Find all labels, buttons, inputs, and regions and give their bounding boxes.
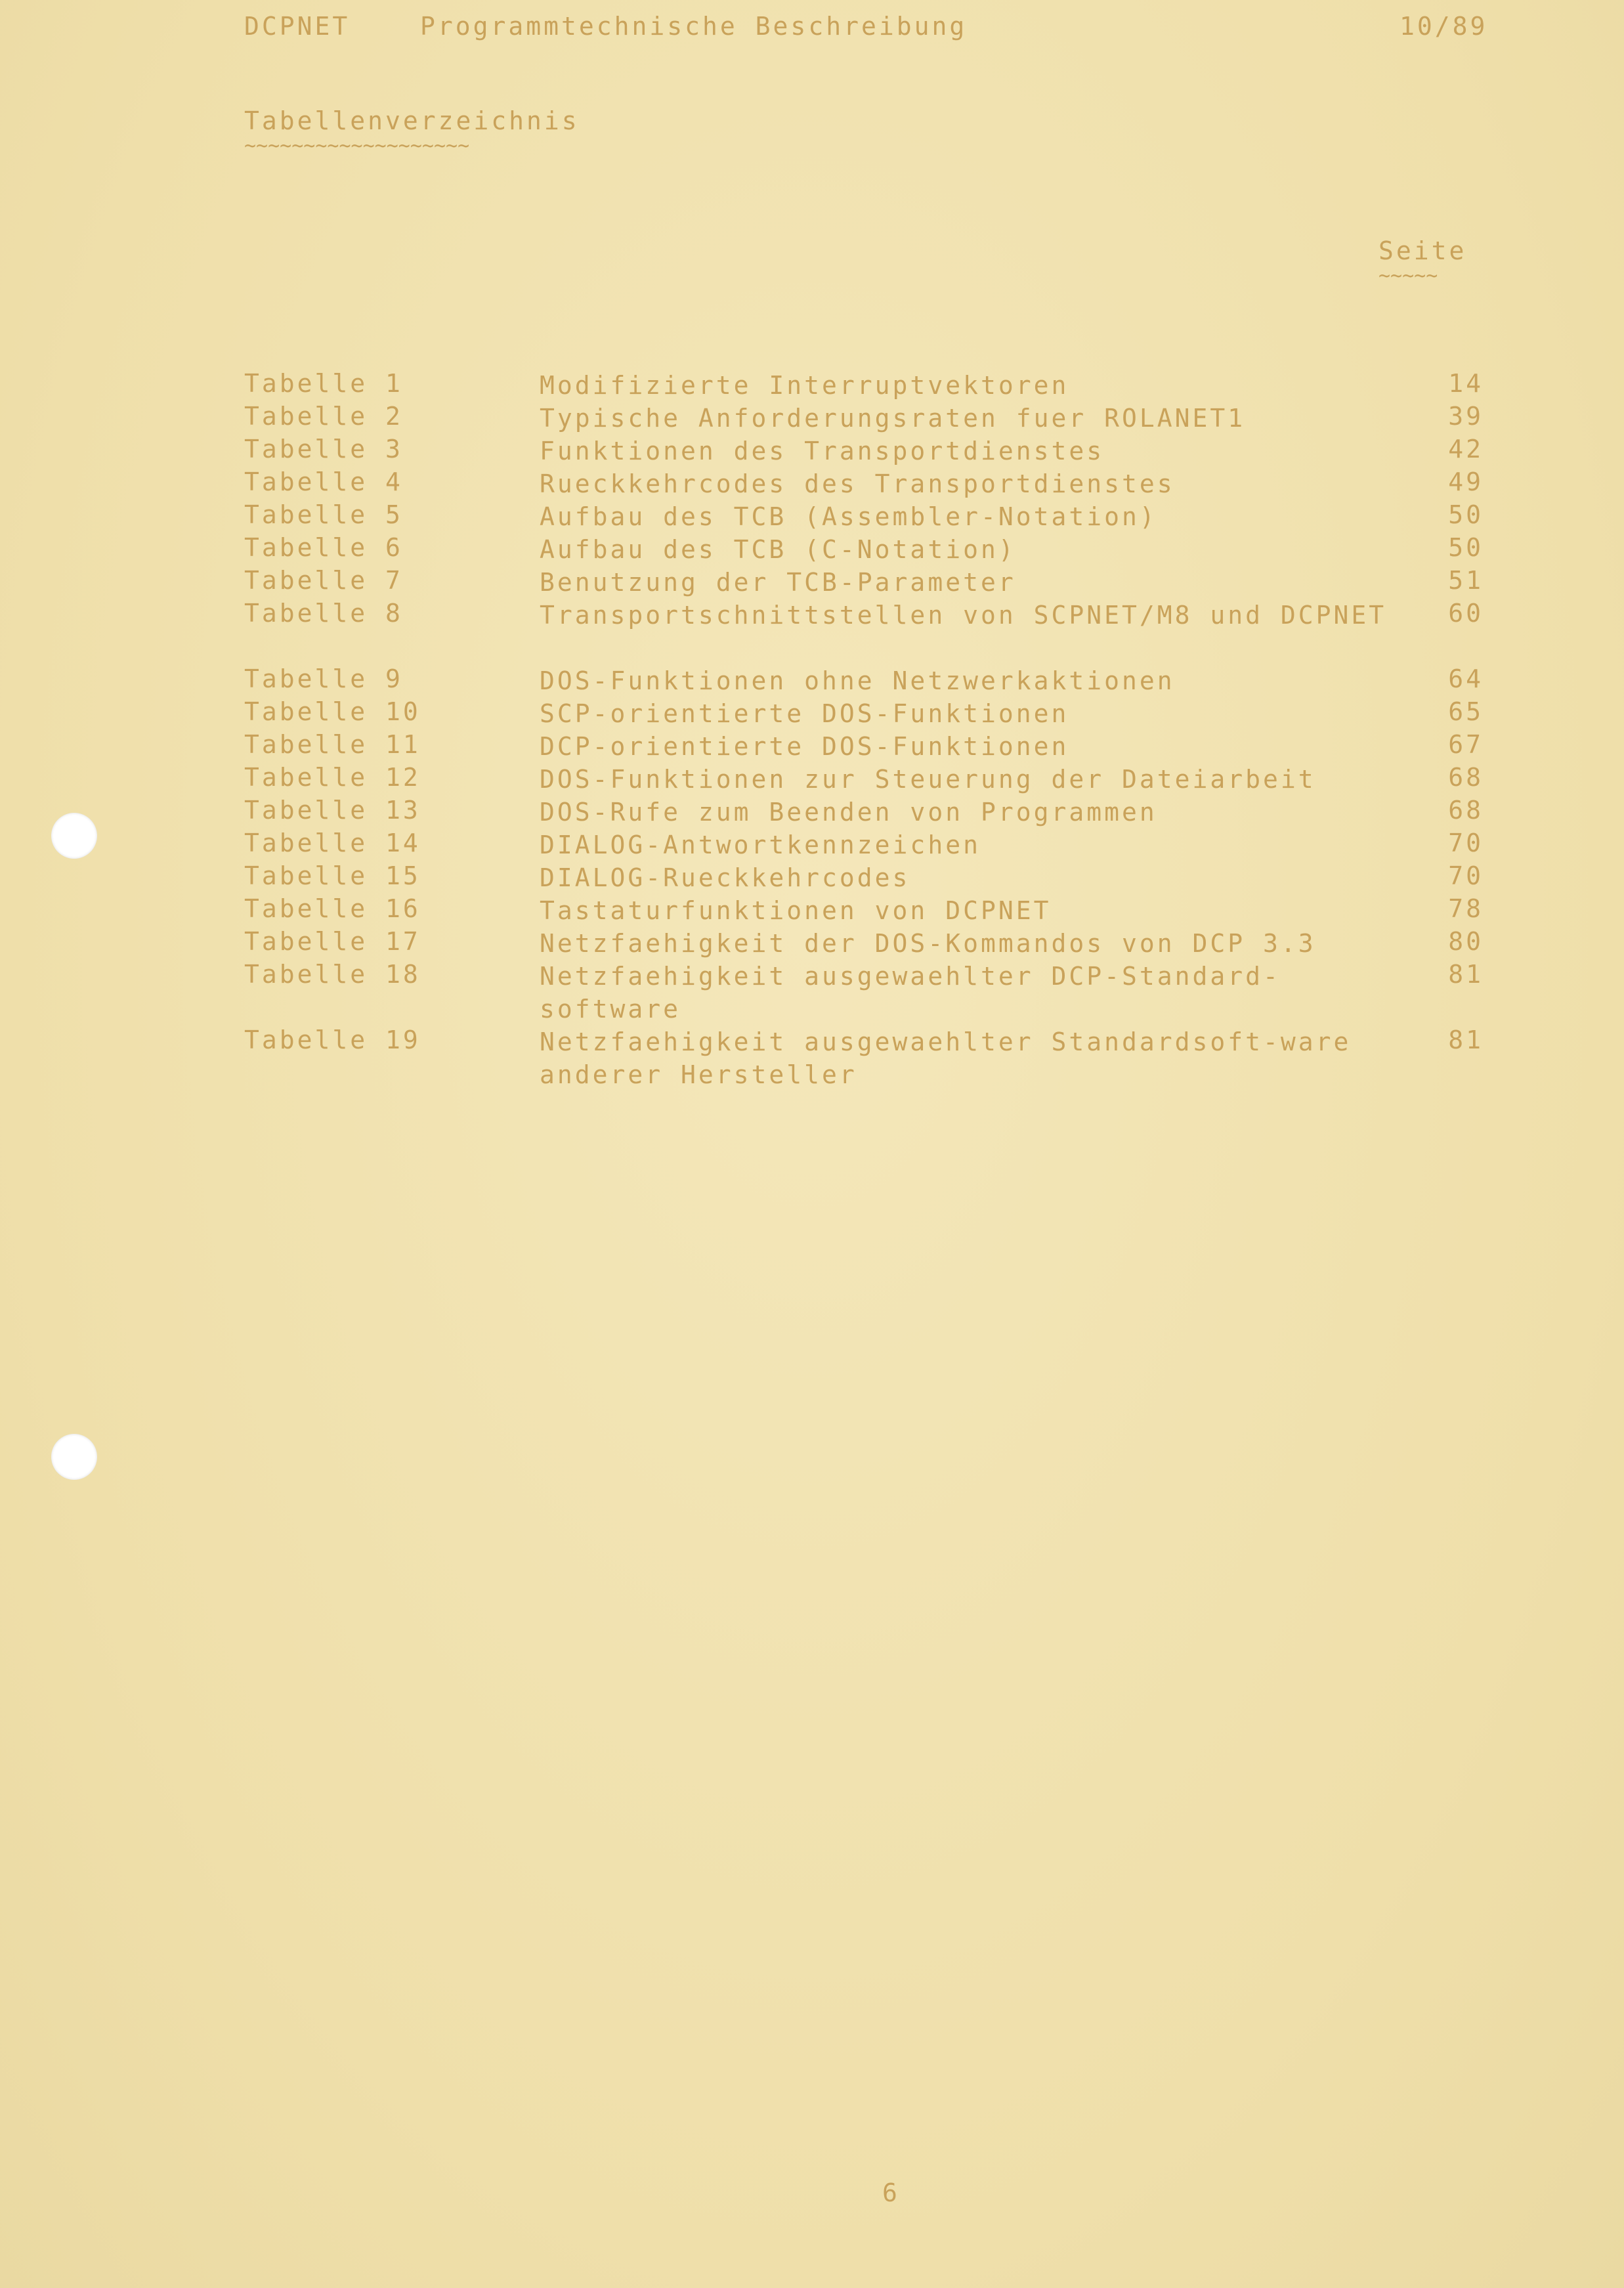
entry-page: 70 [1448,861,1484,890]
entry-page: 49 [1448,467,1484,496]
entry-page: 60 [1448,599,1484,628]
page-number: 6 [882,2178,897,2207]
list-item [0,730,1624,763]
entry-page: 68 [1448,763,1484,792]
entry-label: Tabelle 17 [244,927,421,956]
entry-label: Tabelle 15 [244,861,421,890]
entry-description: SCP-orientierte DOS-Funktionen [540,699,1069,728]
entry-description: Tastaturfunktionen von DCPNET [540,896,1052,925]
entry-description: Netzfaehigkeit ausgewaehlter DCP-Standard-software [540,962,1281,1024]
list-item [0,599,1624,664]
entry-description: DOS-Funktionen zur Steuerung der Dateiarbeit [540,765,1316,794]
entry-label: Tabelle 4 [244,467,403,496]
list-item [0,664,1624,697]
entry-label: Tabelle 19 [244,1025,421,1054]
list-item [0,894,1624,927]
entry-page: 50 [1448,500,1484,529]
entry-label: Tabelle 11 [244,730,421,759]
entry-description: Netzfaehigkeit der DOS-Kommandos von DCP 3.3 [540,929,1316,958]
entry-page: 70 [1448,829,1484,857]
entry-page: 14 [1448,369,1484,398]
list-item [0,533,1624,566]
list-item [0,435,1624,467]
header-product: DCPNET [244,12,351,41]
entry-page: 68 [1448,796,1484,825]
list-item [0,960,1624,1025]
entry-description: Benutzung der TCB-Parameter [540,568,1016,597]
list-item [0,796,1624,829]
page-column-header: Seite [1378,236,1467,265]
entry-description: Aufbau des TCB (C-Notation) [540,535,1016,564]
list-item [0,697,1624,730]
entry-label: Tabelle 10 [244,697,421,726]
entry-label: Tabelle 13 [244,796,421,825]
list-item [0,927,1624,960]
title-underline: ~~~~~~~~~~~~~~~~~~~ [244,135,470,158]
list-item [0,829,1624,861]
entry-page: 50 [1448,533,1484,562]
list-item [0,402,1624,435]
entry-label: Tabelle 7 [244,566,403,595]
list-item [0,467,1624,500]
entry-page: 67 [1448,730,1484,759]
entry-description: Transportschnittstellen von SCPNET/M8 und DCPNET [540,601,1387,630]
entry-page: 65 [1448,697,1484,726]
list-item [0,500,1624,533]
entry-description: Funktionen des Transportdienstes [540,437,1105,465]
entry-label: Tabelle 18 [244,960,421,989]
entry-description: Modifizierte Interruptvektoren [540,371,1069,400]
entry-description: DIALOG-Rueckkehrcodes [540,863,910,892]
list-item [0,861,1624,894]
entry-page: 42 [1448,435,1484,464]
entry-label: Tabelle 6 [244,533,403,562]
entry-description: Netzfaehigkeit ausgewaehlter Standardsoft-ware anderer Hersteller [540,1027,1352,1089]
page-title: Tabellenverzeichnis [244,106,580,135]
list-item [0,763,1624,796]
entry-description: DCP-orientierte DOS-Funktionen [540,732,1069,761]
entry-page: 39 [1448,402,1484,431]
table-list [0,369,1624,1091]
list-item [0,1025,1624,1091]
entry-label: Tabelle 3 [244,435,403,464]
page-column-underline: ~~~~~ [1378,265,1438,288]
entry-description: Aufbau des TCB (Assembler-Notation) [540,502,1157,531]
entry-description: DIALOG-Antwortkennzeichen [540,831,981,859]
entry-description: Rueckkehrcodes des Transportdienstes [540,469,1175,498]
entry-page: 51 [1448,566,1484,595]
entry-page: 81 [1448,1025,1484,1054]
header-document-title: Programmtechnische Beschreibung [420,12,968,41]
entry-description: Typische Anforderungsraten fuer ROLANET1 [540,404,1246,433]
entry-label: Tabelle 5 [244,500,403,529]
entry-label: Tabelle 12 [244,763,421,792]
entry-description: DOS-Funktionen ohne Netzwerkaktionen [540,666,1175,695]
list-item [0,369,1624,402]
entry-page: 81 [1448,960,1484,989]
entry-page: 78 [1448,894,1484,923]
entry-page: 64 [1448,664,1484,693]
entry-page: 80 [1448,927,1484,956]
entry-label: Tabelle 8 [244,599,403,628]
punch-hole [51,1434,97,1480]
entry-label: Tabelle 16 [244,894,421,923]
entry-label: Tabelle 1 [244,369,403,398]
header-date: 10/89 [1400,12,1488,41]
entry-label: Tabelle 9 [244,664,403,693]
entry-label: Tabelle 2 [244,402,403,431]
entry-description: DOS-Rufe zum Beenden von Programmen [540,798,1157,827]
entry-label: Tabelle 14 [244,829,421,857]
list-item [0,566,1624,599]
